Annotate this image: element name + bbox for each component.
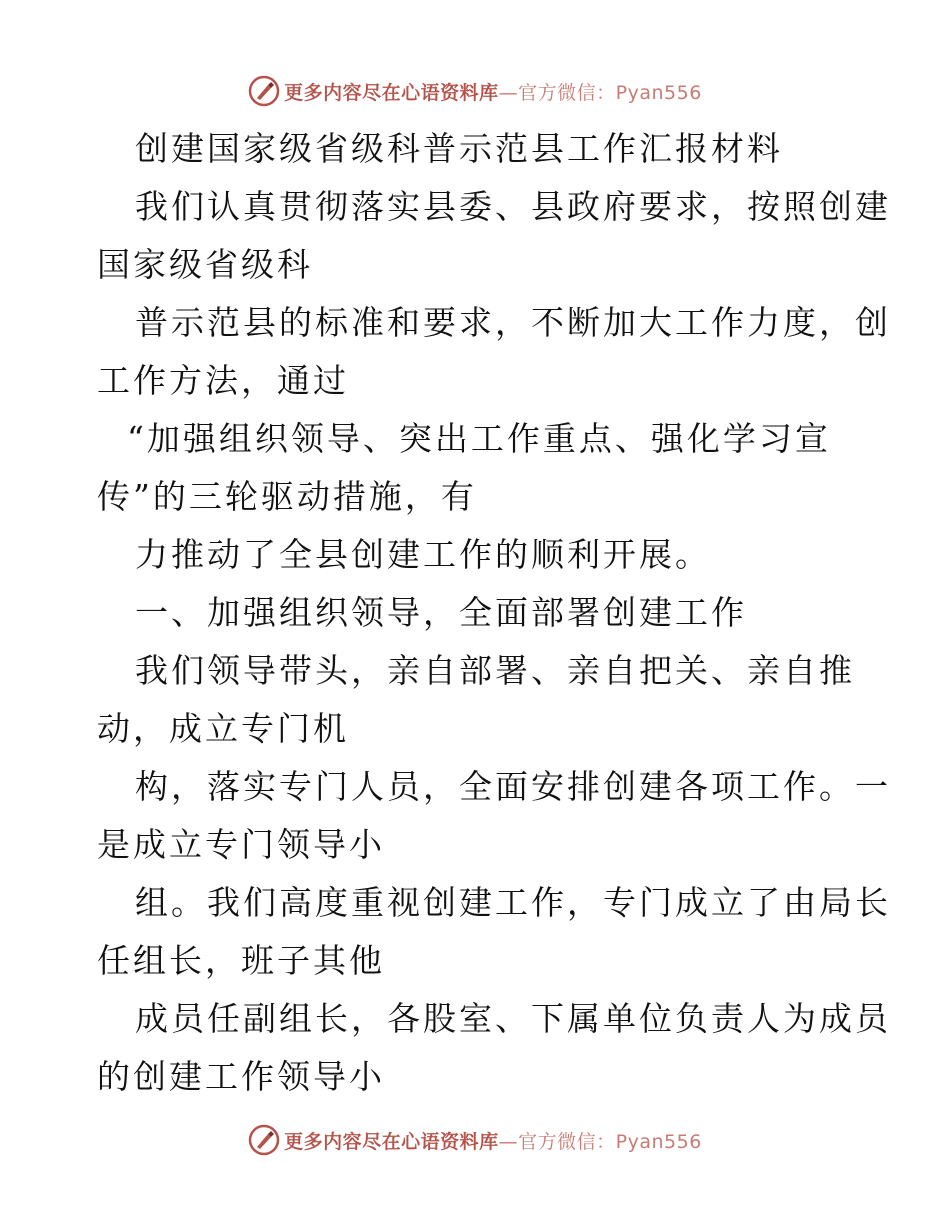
document-title: 创建国家级省级科普示范县工作汇报材料: [135, 129, 783, 168]
footer-watermark: [0, 1120, 950, 1160]
paragraph-line: 普示范县的标准和要求，不断加大工作力度，创: [135, 303, 891, 342]
paragraph-line: 是成立专门领导小: [97, 825, 385, 864]
paragraph-line: 国家级省级科: [97, 245, 313, 284]
paragraph-line: 我们认真贯彻落实县委、县政府要求，按照创建: [135, 187, 891, 226]
section-heading: 一、加强组织领导，全面部署创建工作: [135, 593, 747, 632]
watermark-contact-text: —官方微信：Pyan556: [498, 1130, 702, 1153]
paragraph-line: 组。我们高度重视创建工作，专门成立了由局长: [135, 883, 891, 922]
pen-nib-logo-icon: [248, 1124, 280, 1156]
paragraph-line: 工作方法，通过: [97, 361, 349, 400]
watermark-site-text: 更多内容尽在心语资料库: [284, 81, 499, 104]
paragraph-line: 的创建工作领导小: [97, 1057, 385, 1096]
paragraph-line: 动，成立专门机: [97, 709, 349, 748]
watermark-contact-text: —官方微信：Pyan556: [498, 81, 702, 104]
paragraph-line: 传”的三轮驱动措施，有: [97, 477, 477, 516]
header-watermark: [0, 71, 950, 111]
document-body: [97, 120, 891, 1106]
watermark-text: [284, 78, 702, 105]
pen-nib-logo-icon: [248, 75, 280, 107]
paragraph-line: 我们领导带头，亲自部署、亲自把关、亲自推: [135, 651, 855, 690]
paragraph-line: 力推动了全县创建工作的顺利开展。: [135, 535, 711, 574]
paragraph-line: 成员任副组长，各股室、下属单位负责人为成员: [135, 999, 891, 1038]
watermark-text: [284, 1127, 702, 1154]
paragraph-line: 任组长，班子其他: [97, 941, 385, 980]
watermark-site-text: 更多内容尽在心语资料库: [284, 1130, 499, 1153]
paragraph-line: “加强组织领导、突出工作重点、强化学习宣: [127, 419, 831, 458]
paragraph-line: 构，落实专门人员，全面安排创建各项工作。一: [135, 767, 891, 806]
